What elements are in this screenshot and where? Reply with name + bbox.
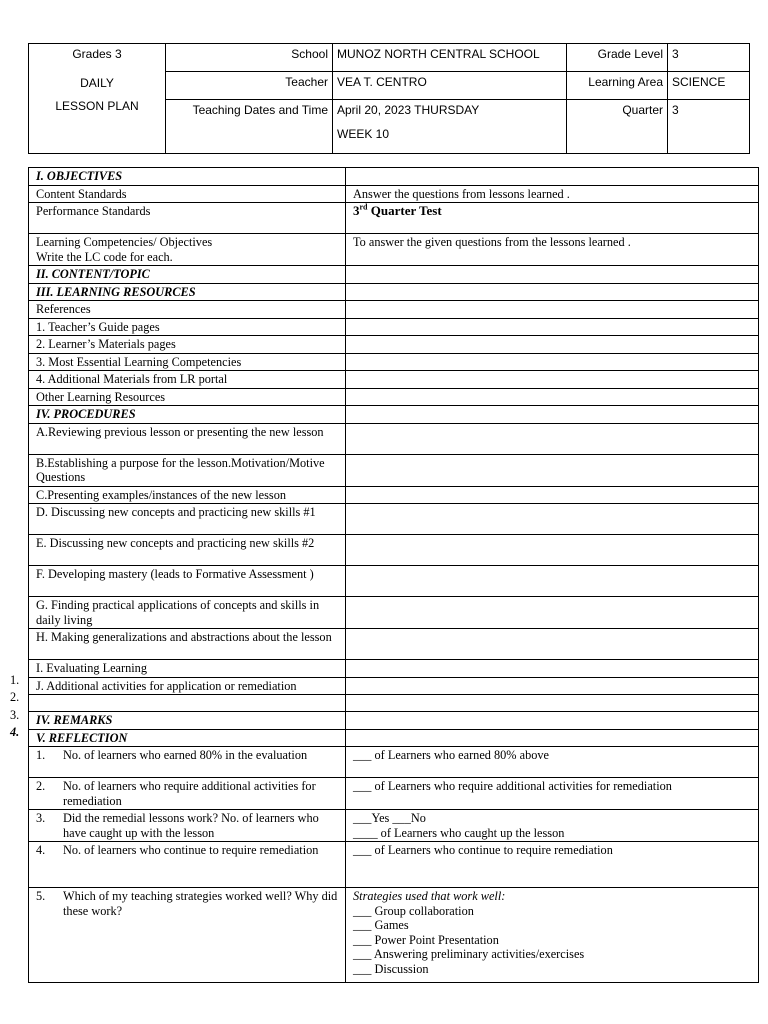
empty-cell: [346, 336, 759, 354]
perf-sup: rd: [359, 202, 368, 212]
performance-standards-label: Performance Standards: [29, 203, 346, 234]
plan-title-cell: [29, 44, 166, 154]
reflection-number: 4.: [36, 843, 46, 857]
procedure-g: G. Finding practical applications of concepts and skills in daily living: [29, 597, 346, 629]
empty-cell: [346, 406, 759, 424]
daily-title: DAILY: [80, 76, 114, 90]
empty-cell: [346, 353, 759, 371]
week-text: WEEK 10: [337, 127, 390, 141]
procedures-heading: IV. PROCEDURES: [29, 406, 346, 424]
reflection-label: Did the remedial lessons work? No. of learners who have caught up with the lesson: [63, 811, 319, 840]
lesson-plan-table: [28, 167, 759, 983]
competencies-label-line: Write the LC code for each.: [36, 249, 173, 264]
school-label: School: [166, 44, 333, 72]
outline-number: 4.: [10, 725, 20, 739]
objectives-heading: I. OBJECTIVES: [29, 168, 346, 186]
content-standards-value: Answer the questions from lessons learned .: [346, 185, 759, 203]
learning-area-value: SCIENCE: [668, 72, 750, 100]
performance-standards-value: [346, 203, 759, 234]
procedure-i: I. Evaluating Learning: [29, 660, 346, 678]
empty-cell: [346, 454, 759, 486]
resource-item: 1. Teacher’s Guide pages: [29, 318, 346, 336]
teacher-label: Teacher: [166, 72, 333, 100]
competencies-value: To answer the given questions from the lessons learned .: [346, 234, 759, 266]
remarks-heading: IV. REMARKS: [29, 712, 346, 730]
empty-cell: [346, 629, 759, 660]
reflection-value-5: [346, 888, 759, 983]
grade-level-value: 3: [668, 44, 750, 72]
dates-value: [333, 100, 567, 154]
reflection-value-1: ___ of Learners who earned 80% above: [346, 747, 759, 778]
reflection-item-2: [29, 778, 346, 810]
empty-cell: [346, 677, 759, 695]
empty-cell: [346, 566, 759, 597]
outline-number: 1.: [10, 673, 20, 687]
empty-cell: [346, 486, 759, 504]
empty-cell: [346, 712, 759, 730]
references-label: References: [29, 301, 346, 319]
procedure-b: B.Establishing a purpose for the lesson.Motivation/Motive Questions: [29, 454, 346, 486]
reflection-item-1: [29, 747, 346, 778]
reflection-item-4: [29, 842, 346, 888]
strategy-item: ___ Games: [353, 918, 409, 932]
empty-cell: [29, 695, 346, 712]
reflection-value-2: ___ of Learners who require additional activities for remediation: [346, 778, 759, 810]
learning-area-label: Learning Area: [567, 72, 668, 100]
empty-cell: [346, 283, 759, 301]
grade-title: Grades 3: [72, 47, 122, 61]
content-heading: II. CONTENT/TOPIC: [29, 266, 346, 284]
date-text: April 20, 2023 THURSDAY: [337, 103, 480, 117]
outline-number: 2.: [10, 690, 20, 704]
perf-rest: Quarter Test: [367, 203, 442, 218]
resource-item: 3. Most Essential Learning Competencies: [29, 353, 346, 371]
empty-cell: [346, 729, 759, 747]
teacher-value: VEA T. CENTRO: [333, 72, 567, 100]
strategy-item: ___ Group collaboration: [353, 903, 474, 918]
reflection-label: Which of my teaching strategies worked well? Why did these work?: [63, 889, 338, 918]
resources-heading: III. LEARNING RESOURCES: [29, 283, 346, 301]
competencies-label: [29, 234, 346, 266]
perf-num: 3: [353, 203, 360, 218]
reflection-number: 1.: [36, 748, 46, 762]
competencies-label-line: Learning Competencies/ Objectives: [36, 235, 213, 249]
grade-level-label: Grade Level: [567, 44, 668, 72]
quarter-label: Quarter: [567, 100, 668, 154]
reflection-value-3: [346, 810, 759, 842]
strategy-item: ___ Answering preliminary activities/exercises: [353, 947, 585, 961]
reflection-number: 5.: [36, 889, 46, 903]
empty-cell: [346, 318, 759, 336]
empty-cell: [346, 695, 759, 712]
empty-cell: [346, 535, 759, 566]
header-table: [28, 43, 750, 154]
dates-label: Teaching Dates and Time: [166, 100, 333, 154]
reflection-label: No. of learners who earned 80% in the evaluation: [63, 748, 308, 762]
empty-cell: [346, 423, 759, 454]
procedure-e: E. Discussing new concepts and practicing new skills #2: [29, 535, 346, 566]
empty-cell: [346, 504, 759, 535]
empty-cell: [346, 266, 759, 284]
content-standards-label: Content Standards: [29, 185, 346, 203]
reflection-number: 2.: [36, 779, 46, 793]
reflection-value-4: ___ of Learners who continue to require remediation: [346, 842, 759, 888]
procedure-f: F. Developing mastery (leads to Formative Assessment ): [29, 566, 346, 597]
empty-cell: [346, 168, 759, 186]
reflection-item-5: [29, 888, 346, 983]
empty-cell: [346, 660, 759, 678]
reflection-label: No. of learners who require additional activities for remediation: [63, 779, 316, 808]
procedure-j: J. Additional activities for application or remediation: [29, 677, 346, 695]
school-value: MUNOZ NORTH CENTRAL SCHOOL: [333, 44, 567, 72]
resource-item: 2. Learner’s Materials pages: [29, 336, 346, 354]
lesson-plan-title: LESSON PLAN: [55, 99, 139, 113]
procedure-h: H. Making generalizations and abstractions about the lesson: [29, 629, 346, 660]
caught-up-text: ____ of Learners who caught up the lesson: [353, 825, 565, 840]
empty-cell: [346, 371, 759, 389]
resource-item: Other Learning Resources: [29, 388, 346, 406]
strategy-item: ___ Power Point Presentation: [353, 932, 499, 947]
empty-cell: [346, 301, 759, 319]
reflection-number: 3.: [36, 811, 46, 825]
procedure-c: C.Presenting examples/instances of the new lesson: [29, 486, 346, 504]
reflection-heading: V. REFLECTION: [29, 729, 346, 747]
strategy-item: ___ Discussion: [353, 961, 429, 976]
empty-cell: [346, 388, 759, 406]
strategies-heading: Strategies used that work well:: [353, 889, 506, 903]
yes-no-text: ___Yes ___No: [353, 811, 426, 825]
quarter-value: 3: [668, 100, 750, 154]
empty-cell: [346, 597, 759, 629]
outline-number: 3.: [10, 708, 20, 722]
procedure-d: D. Discussing new concepts and practicing new skills #1: [29, 504, 346, 535]
reflection-item-3: [29, 810, 346, 842]
resource-item: 4. Additional Materials from LR portal: [29, 371, 346, 389]
procedure-a: A.Reviewing previous lesson or presenting the new lesson: [29, 423, 346, 454]
reflection-label: No. of learners who continue to require remediation: [63, 843, 319, 857]
